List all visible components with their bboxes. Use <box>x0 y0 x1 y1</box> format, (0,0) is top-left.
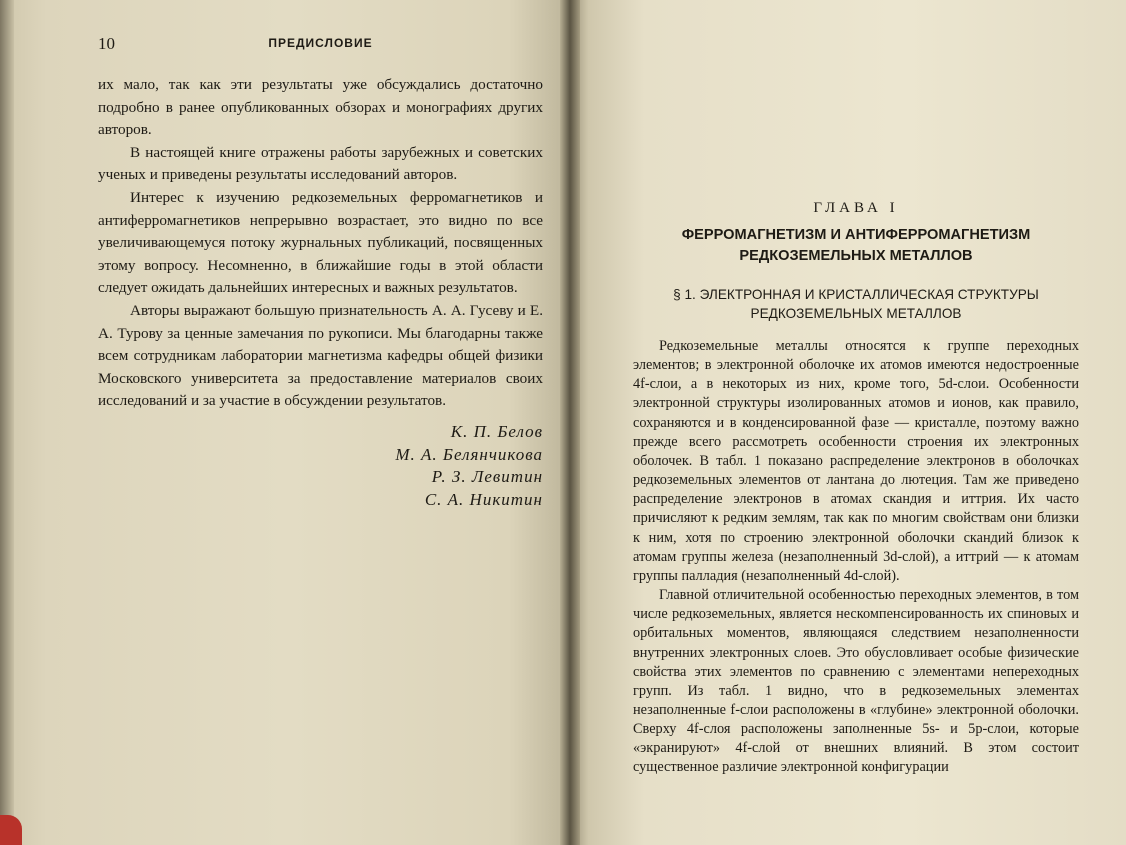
author-signatures <box>98 421 543 511</box>
section-title-line: РЕДКОЗЕМЕЛЬНЫХ МЕТАЛЛОВ <box>750 306 962 321</box>
page-number: 10 <box>98 34 115 53</box>
running-head <box>98 34 543 56</box>
chapter-title-line: РЕДКОЗЕМЕЛЬНЫХ МЕТАЛЛОВ <box>739 248 973 264</box>
red-cover-corner <box>0 815 22 845</box>
author-name: К. П. Белов <box>450 422 543 441</box>
paragraph: Редкоземельные металлы относятся к группе переходных элементов; в электронной оболочке их атомов имеются недостроенные 4f-слои, а в некоторых из них, кроме того, 5d-слои. Особенности электронной структуры изолированных атомов и ионов, как правило, сохраняются и в конденсированной фазе — кристалле, поэтому важно прежде всего рассмотреть особенности строения их электронных оболочек. В табл. 1 показано распределение электронов в оболочках редкоземельных элементов от лантана до лютеция. Там же приведено распределение электронов в атомах скандия и иттрия. Их часто причисляют к редким землям, так как по многим свойствам они близки к ним, хотя по строению электронной оболочки скандий близок к атомам группы железа (незаполненный 3d-слой), а иттрий — к атомам группы палладия (незаполненный 4d-слой). <box>633 338 1079 584</box>
book-gutter <box>560 0 580 845</box>
paragraph: В настоящей книге отражены работы зарубежных и советских ученых и приведены результаты исследований авторов. <box>98 143 543 184</box>
section-title-line: § 1. ЭЛЕКТРОННАЯ И КРИСТАЛЛИЧЕСКАЯ СТРУКТУРЫ <box>673 287 1039 302</box>
chapter-title <box>633 225 1079 267</box>
chapter-text <box>633 337 1079 778</box>
paragraph: Главной отличительной особенностью переходных элементов, в том числе редкоземельных, является нескомпенсированность их спиновых и орбитальных моментов, являющаяся следствием незаполненности внутренних электронных слоев. Это обусловливает особые физические свойства этих элементов по сравнению с элементами непереходных групп. Из табл. 1 видно, что в редкоземельных элементах незаполненные f-слои расположены в «глубине» электронной оболочки. Сверху 4f-слоя расположены заполненные 5s- и 5p-слои, которые «экранируют» 4f-слой от внешних влияний. В этом состоит существенное различие электронной конфигурации <box>633 587 1079 776</box>
paragraph: Авторы выражают большую признательность А. А. Гусеву и Е. А. Турову за ценные замечания по рукописи. Мы благодарны также всем сотрудникам лаборатории магнетизма кафедры общей физики Московского университета за предоставление материалов своих исследований и за участие в обсуждении результатов. <box>98 301 543 410</box>
chapter-content <box>633 200 1079 778</box>
preface-text <box>98 74 543 413</box>
running-title: ПРЕДИСЛОВИЕ <box>268 36 373 50</box>
author-name: Р. З. Левитин <box>431 467 543 487</box>
author-name: М. А. Белянчикова <box>395 444 543 464</box>
author-name: С. А. Никитин <box>424 489 543 509</box>
chapter-title-line: ФЕРРОМАГНЕТИЗМ И АНТИФЕРРОМАГНЕТИЗМ <box>681 227 1031 243</box>
chapter-label: ГЛАВА I <box>813 200 899 216</box>
right-page <box>566 0 1126 845</box>
section-title <box>633 285 1079 323</box>
paragraph: Интерес к изучению редкоземельных ферромагнетиков и антиферромагнетиков непрерывно возрастает, это видно по все увеличивающемуся потоку журнальных публикаций, посвященных этому вопросу. Несомненно, в ближайшие годы в этой области следует ожидать дальнейших интересных и важных результатов. <box>98 188 543 297</box>
paragraph: их мало, так как эти результаты уже обсуждались достаточно подробно в ранее опубликованных обзорах и монографиях других авторов. <box>98 76 543 139</box>
